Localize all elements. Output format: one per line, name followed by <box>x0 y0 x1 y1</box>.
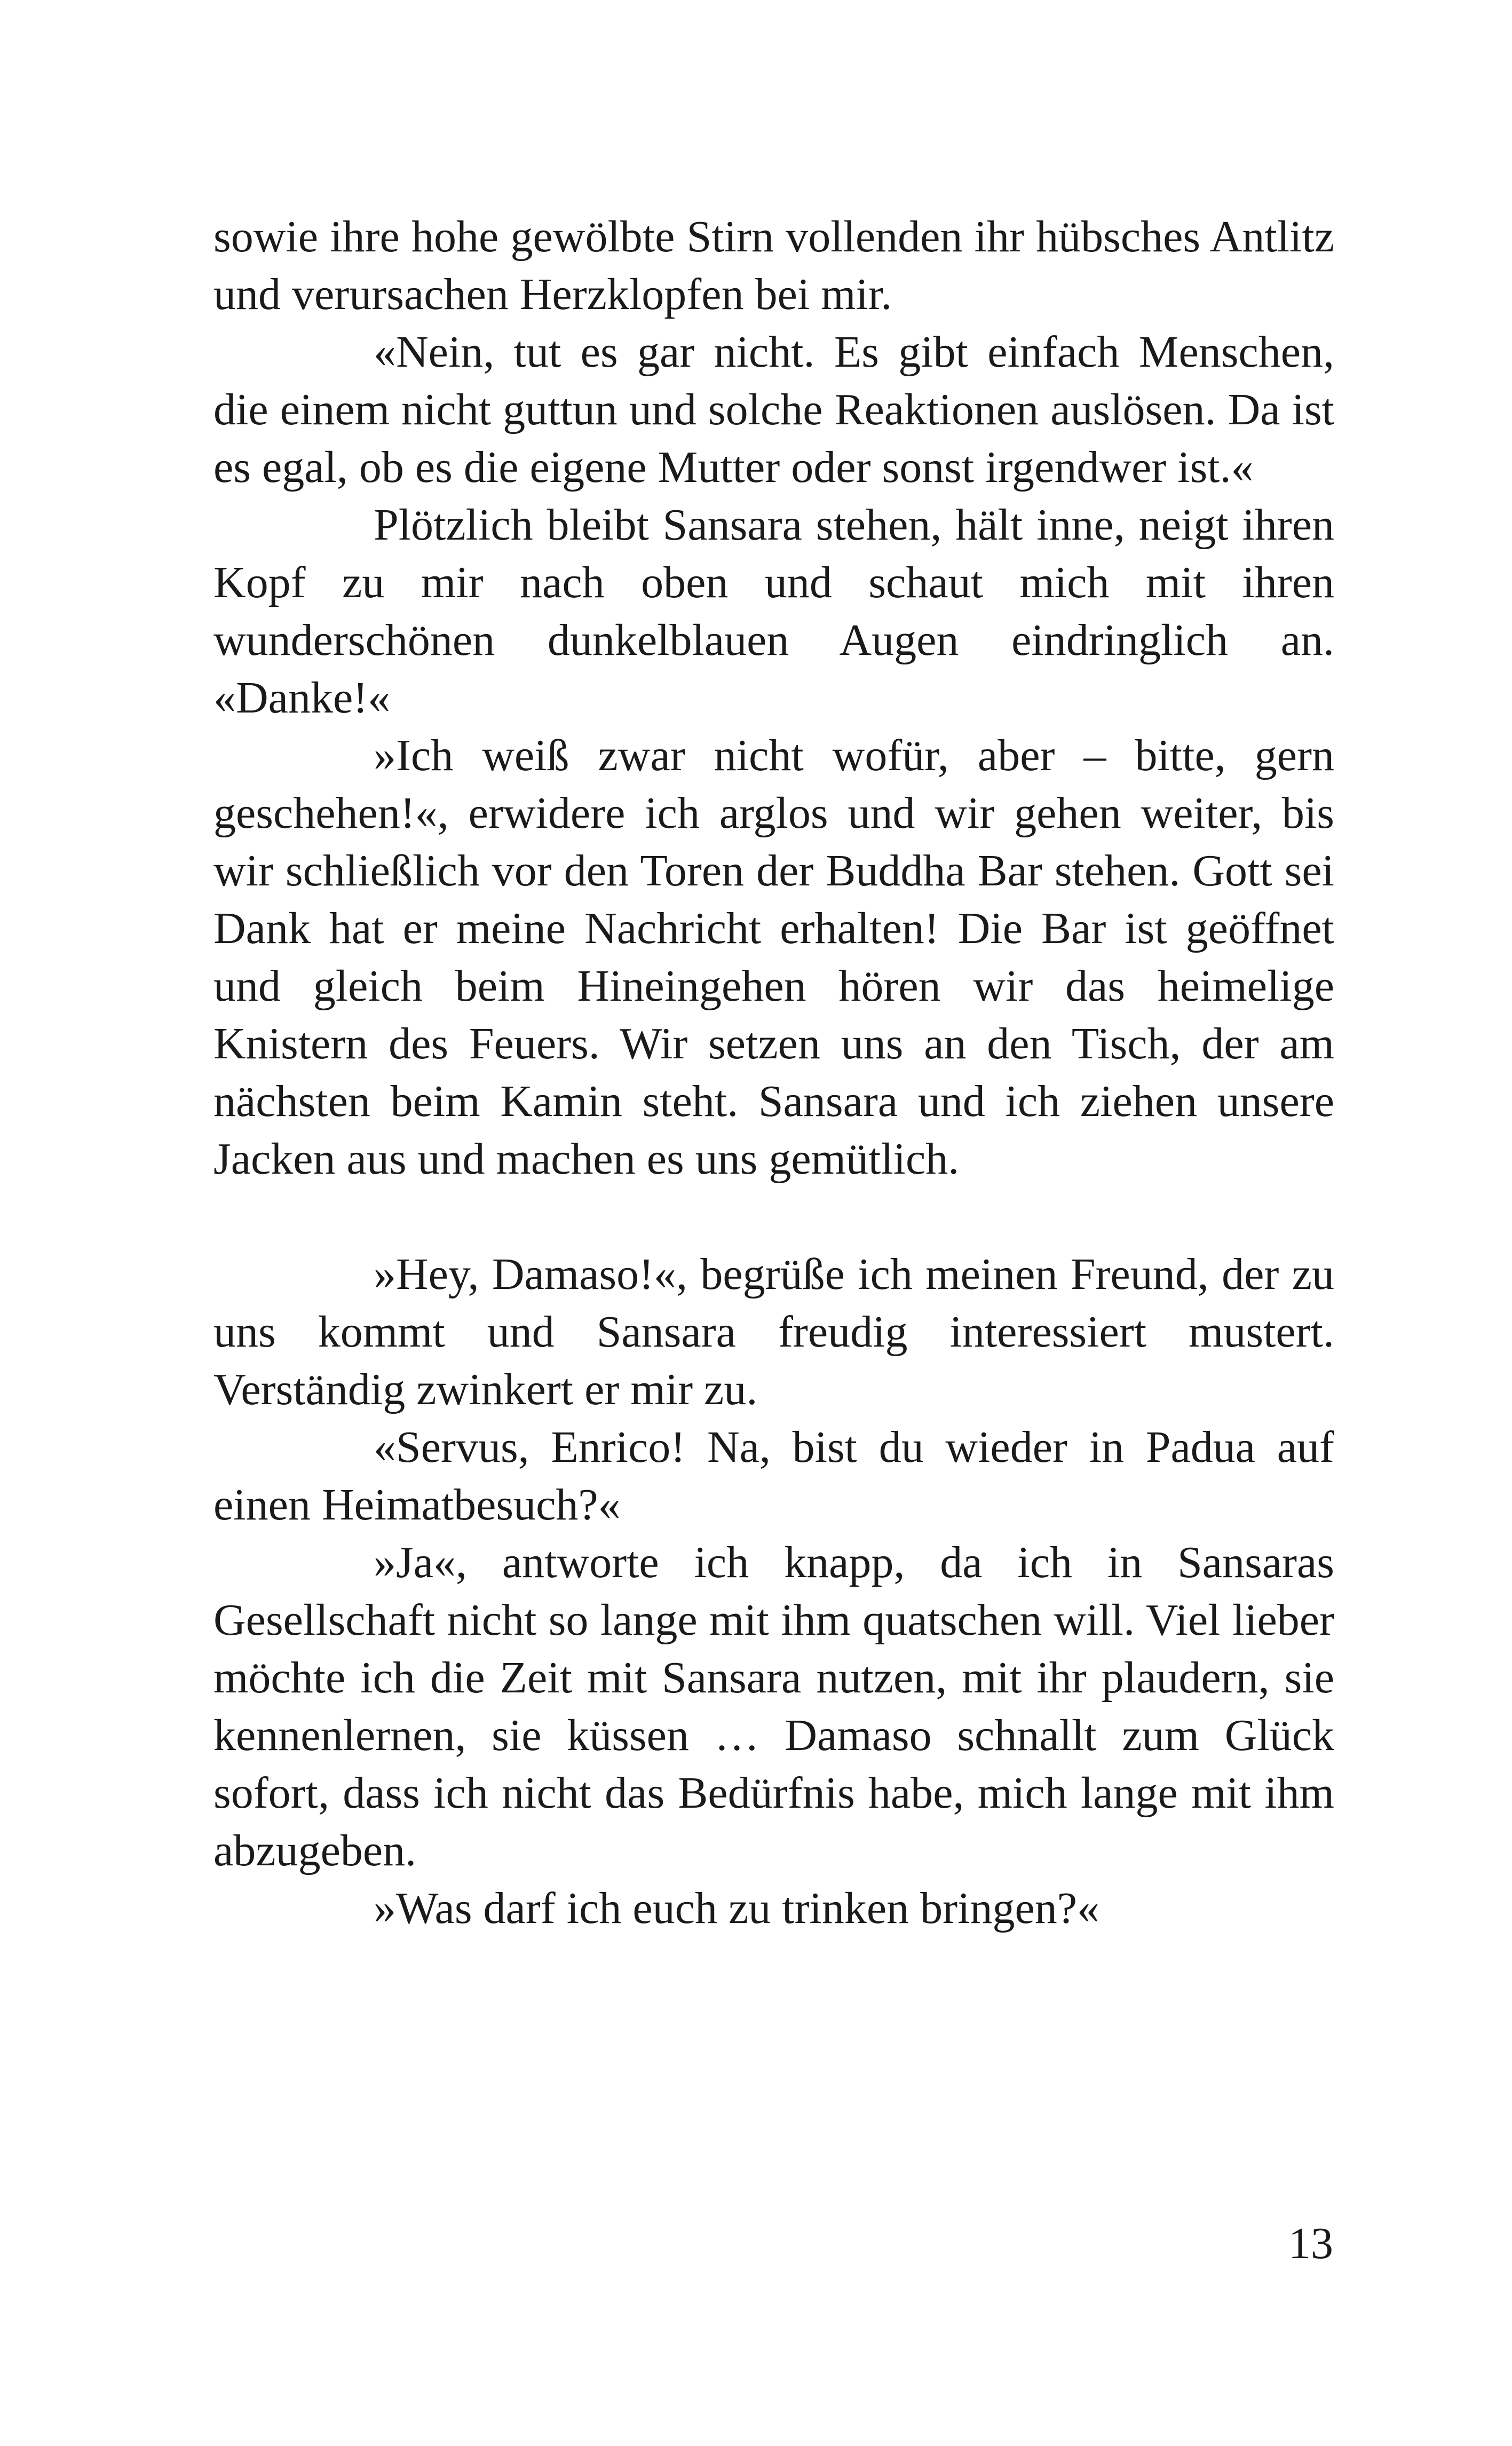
page-body <box>213 208 1334 1937</box>
paragraph: «Servus, Enrico! Na, bist du wieder in Padua auf einen Heimatbesuch?« <box>213 1422 1334 1530</box>
paragraph: »Was darf ich euch zu trinken bringen?« <box>374 1883 1100 1933</box>
paragraph: sowie ihre hohe gewölbte Stirn vollenden ihr hübsches Antlitz und verursachen Herzklopfen bei mir. <box>213 212 1334 319</box>
paragraph: »Ja«, antworte ich knapp, da ich in Sansaras Gesellschaft nicht so lange mit ihm quatschen will. Viel lieber möchte ich die Zeit mit Sansara nutzen, mit ihr plaudern, sie kennenlernen, sie küssen … Damaso schnallt zum Glück sofort, dass ich nicht das Bedürfnis habe, mich lange mit ihm abzugeben. <box>213 1538 1334 1875</box>
paragraph: »Ich weiß zwar nicht wofür, aber – bitte, gern geschehen!«, erwidere ich arglos und wir gehen weiter, bis wir schließlich vor den Toren der Buddha Bar stehen. Gott sei Dank hat er meine Nachricht erhalten! Die Bar ist geöffnet und gleich beim Hineingehen hören wir das heimelige Knistern des Feuers. Wir setzen uns an den Tisch, der am nächsten beim Kamin steht. Sansara und ich ziehen unsere Jacken aus und machen es uns gemütlich. <box>213 731 1334 1184</box>
paragraph: »Hey, Damaso!«, begrüße ich meinen Freund, der zu uns kommt und Sansara freudig interessiert mustert. Verständig zwinkert er mir zu. <box>213 1249 1334 1414</box>
section-break <box>213 1188 1334 1246</box>
paragraph: «Nein, tut es gar nicht. Es gibt einfach Menschen, die einem nicht guttun und solche Reaktionen auslösen. Da ist es egal, ob es die eigene Mutter oder sonst irgendwer ist.« <box>213 327 1334 492</box>
page-number: 13 <box>1288 2219 1333 2268</box>
paragraph: Plötzlich bleibt Sansara stehen, hält inne, neigt ihren Kopf zu mir nach oben und schaut mich mit ihren wunderschönen dunkelblauen Augen eindringlich an. «Danke!« <box>213 500 1334 723</box>
